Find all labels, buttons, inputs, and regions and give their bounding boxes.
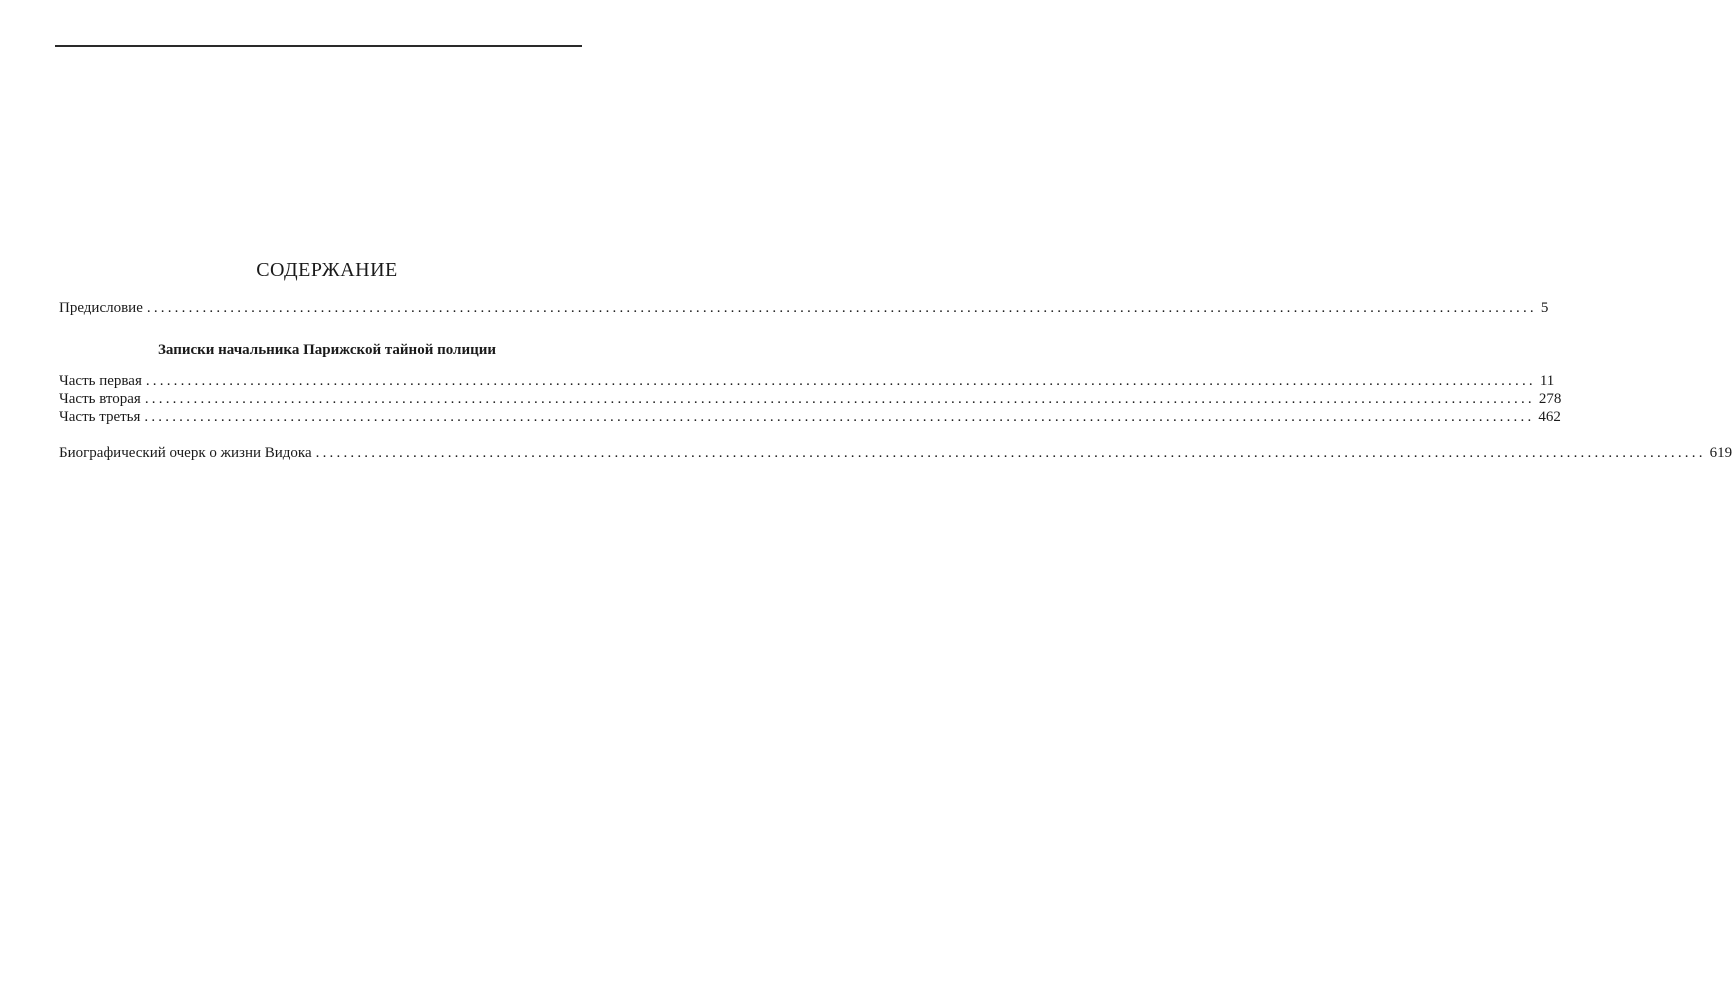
toc-entry-part-2[interactable] bbox=[59, 389, 1562, 409]
toc-page-number: 278 bbox=[1538, 391, 1562, 407]
dot-leader: ........................................................................................................................................................................................................ bbox=[146, 300, 1537, 316]
toc-entry-label: Предисловие bbox=[59, 300, 143, 316]
toc-entry-preface[interactable] bbox=[59, 298, 1549, 318]
toc-entry-label: Биографический очерк о жизни Видока bbox=[59, 445, 312, 461]
dot-leader: ........................................................................................................................................................................................................ bbox=[145, 373, 1536, 389]
toc-entry-part-1[interactable] bbox=[59, 371, 1555, 391]
toc-page-number: 619 bbox=[1709, 445, 1732, 461]
toc-page-number: 462 bbox=[1538, 409, 1561, 425]
header-rule bbox=[55, 45, 582, 47]
dot-leader: ........................................................................................................................................................................................................ bbox=[144, 409, 1535, 425]
toc-page-number: 11 bbox=[1539, 373, 1555, 389]
toc-entry-biography[interactable] bbox=[59, 443, 1732, 463]
section-heading: Записки начальника Парижской тайной полиции bbox=[157, 342, 497, 358]
dot-leader: ........................................................................................................................................................................................................ bbox=[144, 391, 1535, 407]
toc-page-number: 5 bbox=[1540, 300, 1549, 316]
dot-leader: ........................................................................................................................................................................................................ bbox=[315, 445, 1706, 461]
toc-entry-label: Часть третья bbox=[59, 409, 141, 425]
toc-entry-label: Часть первая bbox=[59, 373, 142, 389]
toc-entry-label: Часть вторая bbox=[59, 391, 141, 407]
toc-entry-part-3[interactable] bbox=[59, 407, 1561, 427]
toc-title: СОДЕРЖАНИЕ bbox=[256, 259, 398, 281]
